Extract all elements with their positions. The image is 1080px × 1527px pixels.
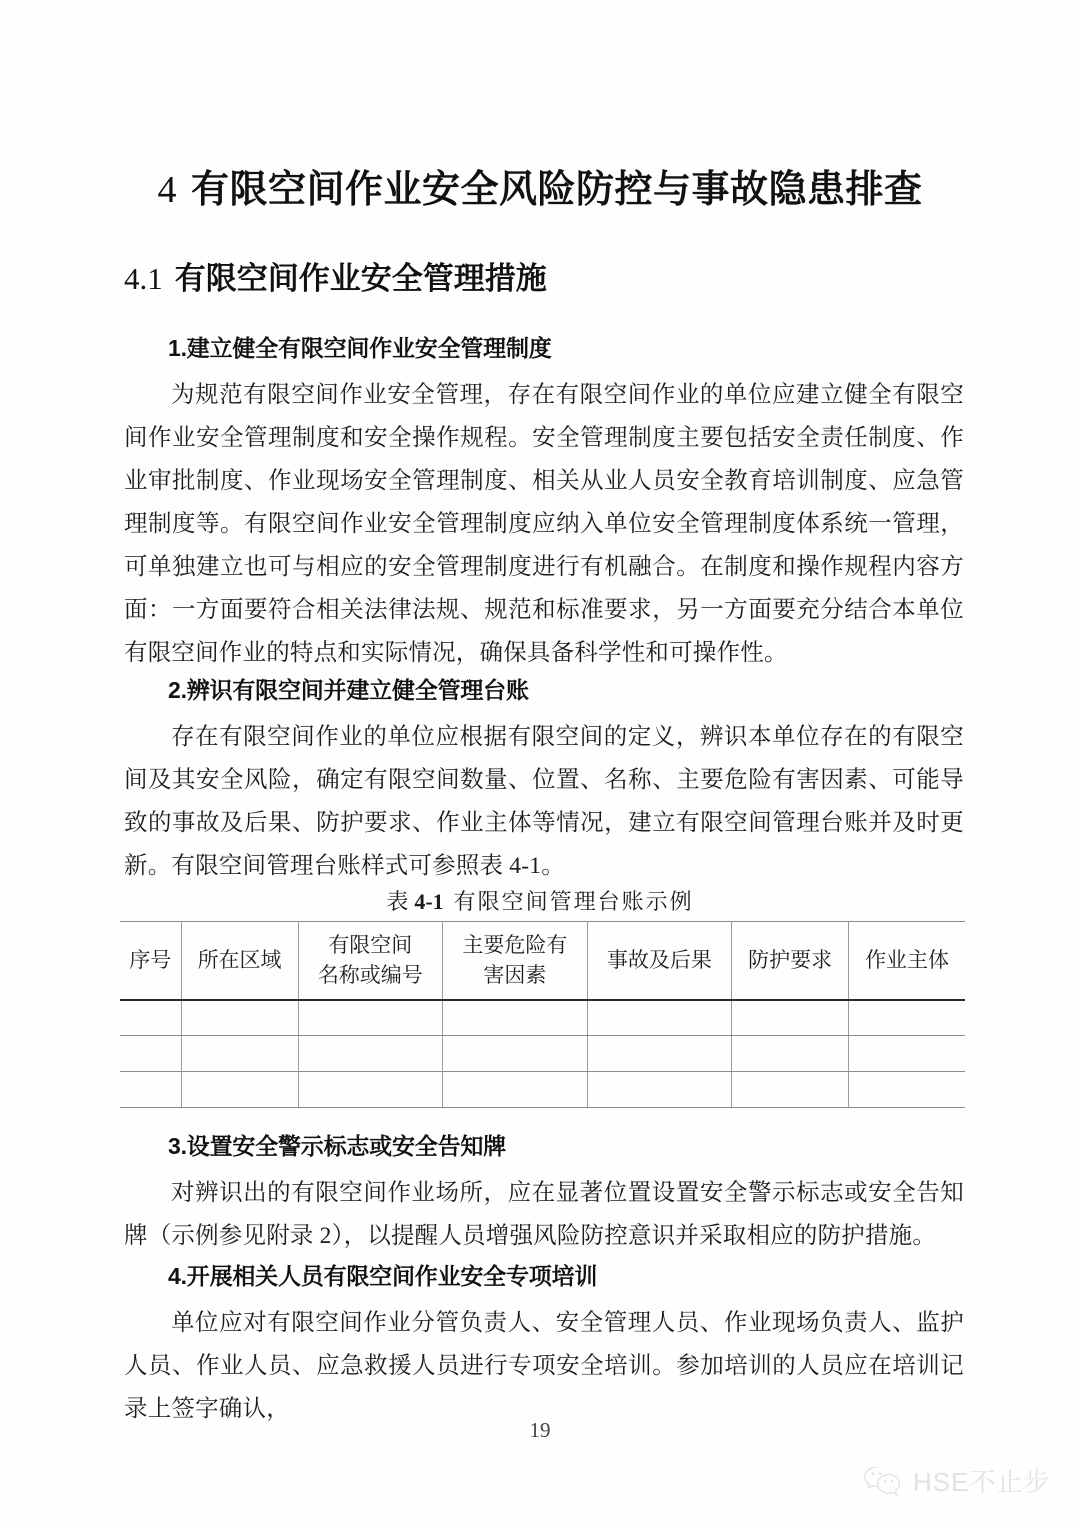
table-cell: [298, 1036, 443, 1072]
subheading-4: 4.开展相关人员有限空间作业安全专项培训: [168, 1263, 598, 1289]
page-title: [0, 158, 1080, 213]
page-title-number: 4: [157, 169, 177, 211]
subheading-2: 2.辨识有限空间并建立健全管理台账: [168, 677, 529, 703]
wechat-bubble-icon: [862, 1464, 904, 1498]
header-line-1: 序号: [129, 948, 172, 973]
header-line-1: 所在区域: [197, 948, 282, 973]
watermark-label: HSE不止步: [913, 1467, 1051, 1497]
table-cell: [732, 1036, 849, 1072]
table-caption-number: 4-1: [414, 889, 444, 914]
table-cell: [732, 1000, 849, 1036]
table-cell: [298, 1000, 443, 1036]
table-cell: [120, 1072, 181, 1108]
table-header-cell-accident-consequence: [587, 922, 732, 1000]
paragraph-2: 存在有限空间作业的单位应根据有限空间的定义，辨识本单位存在的有限空间及其安全风险，确定有限空间数量、位置、名称、主要危险有害因素、可能导致的事故及后果、防护要求、作业主体等情况，建立有限空间管理台账并及时更新。有限空间管理台账样式可参照表 4-1。: [124, 724, 964, 879]
header-line-1: 有限空间: [328, 933, 413, 958]
table-row: [120, 1072, 965, 1108]
paragraph-4: 单位应对有限空间作业分管负责人、安全管理人员、作业现场负责人、监护人员、作业人员、应急救援人员进行专项安全培训。参加培训的人员应在培训记录上签字确认，: [124, 1310, 964, 1422]
table-header-cell-hazard-factors: [443, 922, 588, 1000]
section-heading: [124, 253, 547, 298]
table-cell: [587, 1000, 732, 1036]
table-cell: [443, 1000, 588, 1036]
paragraph-3: 对辨识出的有限空间作业场所，应在显著位置设置安全警示标志或安全告知牌（示例参见附录 2），以提醒人员增强风险防控意识并采取相应的防护措施。: [124, 1180, 964, 1249]
table-header-cell-area: [181, 922, 298, 1000]
table-header-cell-name-or-code: [298, 922, 443, 1000]
table-cell: [587, 1072, 732, 1108]
subheading-1: 1.建立健全有限空间作业安全管理制度: [168, 335, 552, 361]
table-cell: [181, 1000, 298, 1036]
table-caption-prefix: 表: [386, 889, 411, 914]
section-heading-text: 有限空间作业安全管理措施: [174, 261, 547, 296]
watermark: [862, 1462, 1050, 1499]
table-cell: [443, 1036, 588, 1072]
table-cell: [849, 1072, 965, 1108]
table-row: [120, 1000, 965, 1036]
table-cell: [181, 1072, 298, 1108]
table-cell: [849, 1000, 965, 1036]
table-caption-text: 有限空间管理台账示例: [453, 889, 694, 914]
paragraph-1: 为规范有限空间作业安全管理，存在有限空间作业的单位应建立健全有限空间作业安全管理制度和安全操作规程。安全管理制度主要包括安全责任制度、作业审批制度、作业现场安全管理制度、相关从业人员安全教育培训制度、应急管理制度等。有限空间作业安全管理制度应纳入单位安全管理制度体系统一管理，可单独建立也可与相应的安全管理制度进行有机融合。在制度和操作规程内容方面：一方面要符合相关法律法规、规范和标准要求，另一方面要充分结合本单位有限空间作业的特点和实际情况，确保具备科学性和可操作性。: [124, 382, 964, 666]
table-cell: [298, 1072, 443, 1108]
header-line-1: 事故及后果: [606, 948, 712, 973]
header-line-1: 主要危险有: [462, 933, 568, 958]
table-cell: [120, 1036, 181, 1072]
table-body: [120, 1000, 965, 1108]
header-line-2: 名称或编号: [317, 963, 423, 988]
table-cell: [443, 1072, 588, 1108]
confined-space-ledger-table: [120, 921, 965, 1108]
table-header-cell-protection-requirements: [732, 922, 849, 1000]
page-title-text: 有限空间作业安全风险防控与事故隐患排查: [190, 169, 923, 211]
section-heading-number: 4.1: [124, 261, 163, 296]
table-cell: [849, 1036, 965, 1072]
header-line-1: 防护要求: [748, 948, 833, 973]
table-cell: [732, 1072, 849, 1108]
table-cell: [181, 1036, 298, 1072]
header-line-2: 害因素: [483, 963, 547, 988]
table-cell: [120, 1000, 181, 1036]
table-header-cell-serial: [120, 922, 181, 1000]
header-line-1: 作业主体: [865, 948, 950, 973]
table-row: [120, 1036, 965, 1072]
table-cell: [587, 1036, 732, 1072]
page-number: 19: [529, 1418, 551, 1442]
table-header-row: [120, 922, 965, 1000]
table-caption: [0, 885, 1080, 916]
subheading-3: 3.设置安全警示标志或安全告知牌: [168, 1133, 506, 1159]
table-header-cell-operation-subject: [849, 922, 965, 1000]
